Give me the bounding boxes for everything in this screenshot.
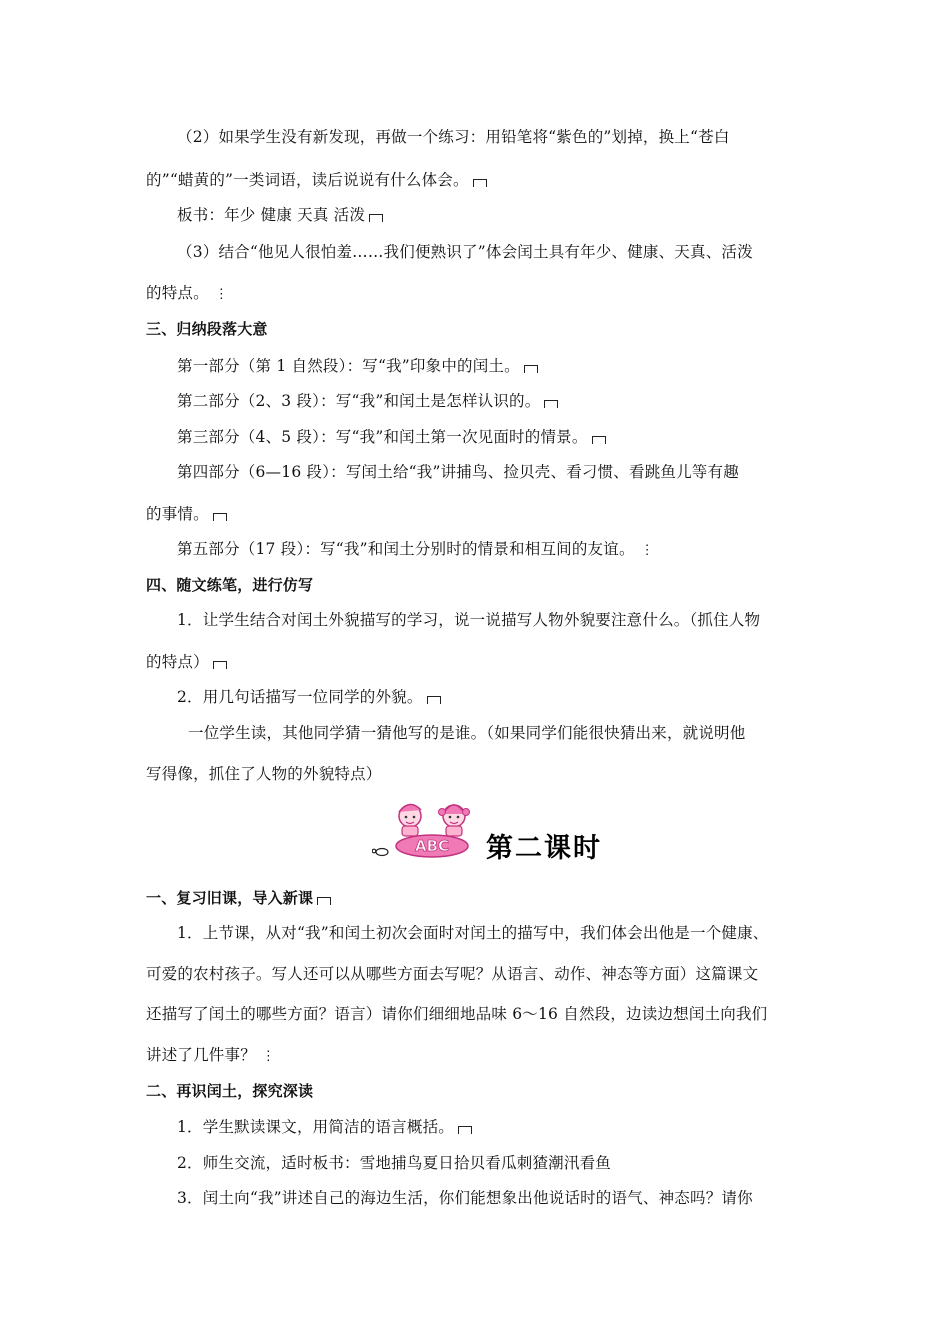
text-line: 可爱的农村孩子。写人还可以从哪些方面去写呢？从语言、动作、神态等方面）这篇课文	[146, 965, 759, 983]
text-line: 1．让学生结合对闰土外貌描写的学习，说一说描写人物外貌要注意什么。（抓住人物	[177, 611, 761, 629]
edit-mark-icon	[473, 179, 487, 187]
text-line: 写得像，抓住了人物的外貌特点）	[146, 765, 382, 783]
text-line: （2）如果学生没有新发现，再做一个练习：用铅笔将“紫色的”划掉，换上“苍白	[177, 128, 730, 146]
edit-mark-icon	[369, 214, 383, 222]
section-heading: 二、再识闰土，探究深读	[146, 1082, 314, 1100]
edit-mark-icon	[213, 513, 227, 521]
text-line: 的”“蜡黄的”一类词语，读后说说有什么体会。	[146, 169, 487, 191]
text-line: 的特点）	[146, 651, 227, 673]
edit-mark-icon	[458, 1126, 472, 1134]
text-line: 1．上节课，从对“我”和闰土初次会面时对闰土的描写中，我们体会出他是一个健康、	[177, 924, 769, 942]
edit-mark-icon	[317, 897, 331, 905]
text-line: 3．闰土向“我”讲述自己的海边生活，你们能想象出他说话时的语气、神态吗？请你	[177, 1189, 753, 1207]
text-line: 第五部分（17 段）：写“我”和闰土分别时的情景和相互间的友谊。 ⋮	[177, 538, 654, 562]
section-heading: 三、归纳段落大意	[146, 320, 268, 338]
text-line: 第四部分（6—16 段）：写闰土给“我”讲捕鸟、捡贝壳、看刁惯、看跳鱼儿等有趣	[177, 463, 739, 481]
section-heading: 一、复习旧课，导入新课	[146, 887, 331, 909]
text-line: 第三部分（4、5 段）：写“我”和闰土第一次见面时的情景。	[177, 426, 606, 448]
text-line: 第二部分（2、3 段）：写“我”和闰土是怎样认识的。	[177, 390, 558, 412]
text-line: 第一部分（第 1 自然段）：写“我”印象中的闰土。	[177, 355, 538, 377]
ellipsis-mark-icon: ⋮	[261, 1049, 276, 1064]
ellipsis-mark-icon: ⋮	[640, 543, 654, 558]
edit-mark-icon	[544, 400, 558, 408]
text-line: （3）结合“他见人很怕羞……我们便熟识了”体会闰土具有年少、健康、天真、活泼	[177, 243, 753, 261]
section-heading: 四、随文练笔，进行仿写	[146, 576, 314, 594]
edit-mark-icon	[427, 696, 441, 704]
text-line: 一位学生读，其他同学猜一猜他写的是谁。（如果同学们能很快猜出来，就说明他	[188, 724, 746, 742]
edit-mark-icon	[213, 661, 227, 669]
logo-text: ABC	[414, 837, 450, 855]
text-line: 还描写了闰土的哪些方面？语言）请你们细细地品味 6～16 自然段，边读边想闰土向我们	[146, 1005, 768, 1023]
edit-mark-icon	[592, 436, 606, 444]
edit-mark-icon	[524, 365, 538, 373]
text-line: 2．用几句话描写一位同学的外貌。	[177, 686, 441, 708]
text-line: 1．学生默读课文，用简洁的语言概括。	[177, 1116, 472, 1138]
text-line: 的事情。	[146, 503, 227, 525]
text-line: 2．师生交流，适时板书：雪地捕鸟夏日拾贝看瓜刺猹潮汛看鱼	[177, 1154, 611, 1172]
text-line: 讲述了几件事？ ⋮	[146, 1044, 275, 1068]
ellipsis-mark-icon: ⋮	[214, 287, 229, 302]
text-line: 的特点。 ⋮	[146, 282, 228, 306]
lesson-title: 第二课时	[486, 833, 602, 864]
text-line: 板书：年少 健康 天真 活泼	[177, 204, 383, 226]
